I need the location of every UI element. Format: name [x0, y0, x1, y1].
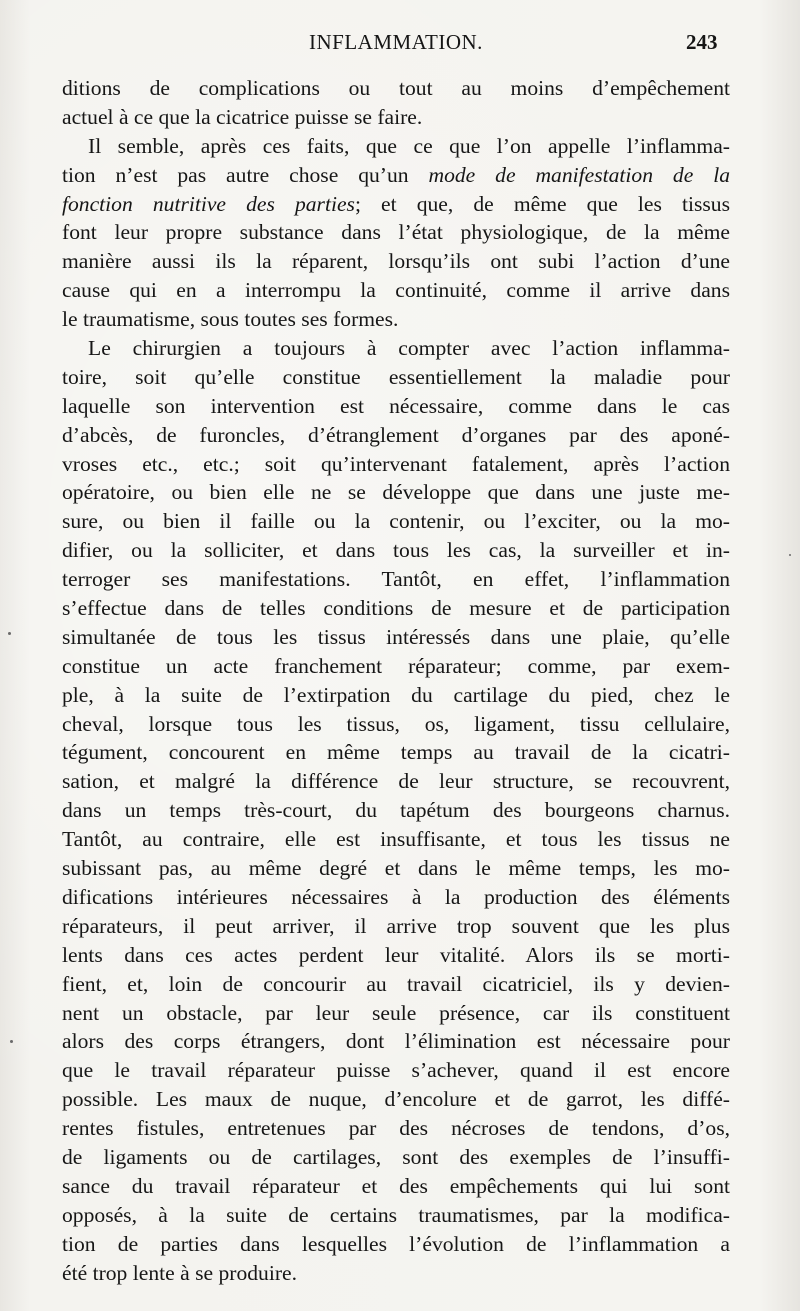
text-line	[62, 623, 730, 652]
text-segment: manière aussi ils la réparent, lorsqu’ils ont subi l’action d’une	[62, 249, 730, 274]
text-segment: ; et que, de même que les tissus	[354, 191, 730, 216]
body-text	[62, 74, 730, 1287]
text-line	[62, 334, 730, 363]
text-line	[62, 392, 730, 421]
text-line	[62, 594, 730, 623]
text-segment: laquelle son intervention est nécessaire, comme dans le cas	[62, 393, 730, 418]
text-line	[62, 854, 730, 883]
italic-text: mode de manifestation de la	[428, 162, 730, 187]
text-segment: difications intérieures nécessaires à la production des éléments	[62, 884, 730, 909]
text-line	[62, 1027, 730, 1056]
text-line	[62, 103, 730, 132]
text-segment: dans un temps très-court, du tapétum des bourgeons charnus.	[62, 798, 730, 823]
text-line	[62, 132, 730, 161]
text-line	[62, 507, 730, 536]
text-line	[62, 767, 730, 796]
text-segment: rentes fistules, entretenues par des nécroses de tendons, d’os,	[62, 1116, 730, 1141]
text-segment: que le travail réparateur puisse s’achever, quand il est encore	[62, 1058, 730, 1083]
text-segment: tion de parties dans lesquelles l’évolution de l’inflammation a	[62, 1231, 730, 1256]
text-segment: cheval, lorsque tous les tissus, os, ligament, tissu cellulaire,	[62, 711, 730, 736]
text-line	[62, 1085, 730, 1114]
text-line	[62, 1172, 730, 1201]
text-segment: sation, et malgré la différence de leur structure, se recouvrent,	[62, 769, 730, 794]
print-speck	[8, 632, 11, 635]
text-segment: toire, soit qu’elle constitue essentiellement la maladie pour	[62, 364, 730, 389]
text-segment: Le chirurgien a toujours à compter avec l’action inflamma-	[88, 336, 730, 361]
text-line	[62, 796, 730, 825]
text-segment: cause qui en a interrompu la continuité, comme il arrive dans	[62, 278, 730, 303]
text-segment: actuel à ce que la cicatrice puisse se faire.	[62, 104, 423, 129]
text-segment: Tantôt, au contraire, elle est insuffisante, et tous les tissus ne	[62, 827, 730, 852]
text-segment: possible. Les maux de nuque, d’encolure et de garrot, les diffé-	[62, 1087, 730, 1112]
text-line	[62, 218, 730, 247]
page-header	[0, 30, 800, 60]
text-segment: alors des corps étrangers, dont l’élimination est nécessaire pour	[62, 1029, 730, 1054]
text-segment: simultanée de tous les tissus intéressés dans une plaie, qu’elle	[62, 624, 730, 649]
text-segment: opposés, à la suite de certains traumatismes, par la modifica-	[62, 1202, 730, 1227]
text-line	[62, 883, 730, 912]
text-line	[62, 1259, 730, 1288]
text-line	[62, 1230, 730, 1259]
text-line	[62, 912, 730, 941]
text-segment: ditions de complications ou tout au moins d’empêchement	[62, 76, 730, 100]
page-number: 243	[686, 30, 718, 54]
text-line	[62, 1056, 730, 1085]
text-segment: lents dans ces actes perdent leur vitalité. Alors ils se morti-	[62, 942, 730, 967]
text-line	[62, 247, 730, 276]
text-segment: de ligaments ou de cartilages, sont des exemples de l’insuffi-	[62, 1144, 730, 1169]
print-speck	[10, 1040, 13, 1043]
text-line	[62, 1143, 730, 1172]
text-segment: subissant pas, au même degré et dans le même temps, les mo-	[62, 856, 730, 881]
text-segment: s’effectue dans de telles conditions de mesure et de participation	[62, 596, 730, 621]
text-segment: opératoire, ou bien elle ne se développe que dans une juste me-	[62, 480, 730, 505]
text-segment: sance du travail réparateur et des empêchements qui lui sont	[62, 1173, 730, 1198]
text-line	[62, 1201, 730, 1230]
text-line	[62, 305, 730, 334]
text-line	[62, 478, 730, 507]
print-speck	[789, 554, 791, 556]
text-segment: fient, et, loin de concourir au travail cicatriciel, ils y devien-	[62, 971, 730, 996]
text-line	[62, 652, 730, 681]
text-line	[62, 161, 730, 190]
text-line	[62, 74, 730, 103]
text-line	[62, 565, 730, 594]
running-title: INFLAMMATION.	[309, 30, 483, 54]
text-segment: terroger ses manifestations. Tantôt, en effet, l’inflammation	[62, 567, 730, 592]
text-line	[62, 681, 730, 710]
text-line	[62, 970, 730, 999]
text-line	[62, 276, 730, 305]
text-segment: d’abcès, de furoncles, d’étranglement d’organes par des aponé-	[62, 422, 730, 447]
italic-text: fonction nutritive des parties	[62, 191, 355, 216]
text-segment: Il semble, après ces faits, que ce que l’on appelle l’inflamma-	[88, 133, 730, 158]
text-line	[62, 536, 730, 565]
text-line	[62, 190, 730, 219]
text-line	[62, 738, 730, 767]
text-segment: difier, ou la solliciter, et dans tous les cas, la surveiller et in-	[62, 538, 730, 563]
text-segment: font leur propre substance dans l’état physiologique, de la même	[62, 220, 730, 245]
text-line	[62, 999, 730, 1028]
text-segment: constitue un acte franchement réparateur; comme, par exem-	[62, 653, 730, 678]
text-segment: sure, ou bien il faille ou la contenir, ou l’exciter, ou la mo-	[62, 509, 730, 534]
text-line	[62, 1114, 730, 1143]
text-segment: ple, à la suite de l’extirpation du cartilage du pied, chez le	[62, 682, 730, 707]
text-segment: le traumatisme, sous toutes ses formes.	[62, 307, 399, 332]
text-segment: vroses etc., etc.; soit qu’intervenant fatalement, après l’action	[62, 451, 730, 476]
text-line	[62, 825, 730, 854]
text-line	[62, 421, 730, 450]
text-line	[62, 450, 730, 479]
text-line	[62, 363, 730, 392]
text-segment: tion n’est pas autre chose qu’un	[62, 162, 429, 187]
text-line	[62, 941, 730, 970]
text-segment: nent un obstacle, par leur seule présence, car ils constituent	[62, 1000, 730, 1025]
text-line	[62, 710, 730, 739]
text-segment: tégument, concourent en même temps au travail de la cicatri-	[62, 740, 730, 765]
text-segment: réparateurs, il peut arriver, il arrive trop souvent que les plus	[62, 913, 730, 938]
text-segment: été trop lente à se produire.	[62, 1260, 298, 1285]
